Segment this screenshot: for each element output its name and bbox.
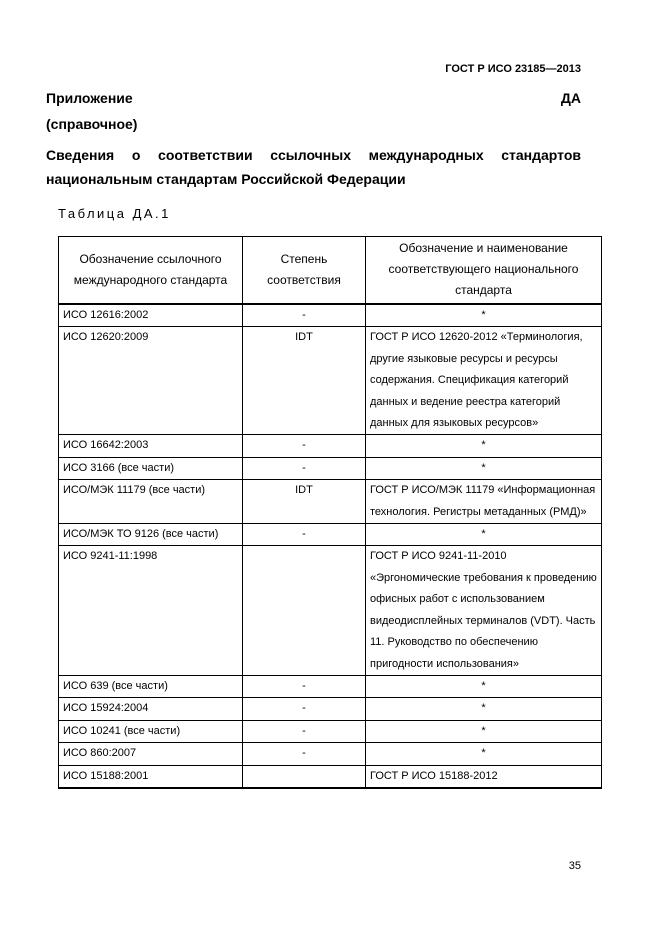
cell-reference: ИСО 639 (все части) — [59, 675, 243, 697]
table-row — [59, 480, 602, 524]
table-row — [59, 304, 602, 327]
section-heading: Сведения о соответствии ссылочных международных стандартов национальным стандартам Российской Федерации — [46, 147, 581, 187]
cell-national: * — [366, 720, 602, 742]
cell-reference: ИСО/МЭК 11179 (все части) — [59, 480, 243, 524]
table-body — [59, 304, 602, 788]
cell-reference: ИСО 9241-11:1998 — [59, 546, 243, 675]
table-row — [59, 546, 602, 675]
cell-national: ГОСТ Р ИСО 9241-11-2010 «Эргономические требования к проведению офисных работ с использованием видеодисплейных терминалов (VDT). Часть 11. Руководство по обеспечению пригодности использования» — [366, 546, 602, 675]
cell-degree: IDT — [243, 327, 366, 435]
cell-reference: ИСО 15188:2001 — [59, 765, 243, 788]
table-row — [59, 743, 602, 765]
cell-degree: - — [243, 304, 366, 327]
cell-degree: - — [243, 743, 366, 765]
page-number: 35 — [568, 860, 581, 872]
cell-degree: - — [243, 698, 366, 720]
cell-degree — [243, 546, 366, 675]
cell-national: * — [366, 698, 602, 720]
cell-reference: ИСО 12616:2002 — [59, 304, 243, 327]
column-header-degree: Степень соответствия — [243, 237, 366, 305]
table-row — [59, 435, 602, 457]
table-row — [59, 457, 602, 479]
annex-note: (справочное) — [46, 116, 138, 132]
cell-reference: ИСО 15924:2004 — [59, 698, 243, 720]
cell-reference: ИСО 12620:2009 — [59, 327, 243, 435]
cell-degree: - — [243, 435, 366, 457]
cell-reference: ИСО/МЭК ТО 9126 (все части) — [59, 524, 243, 546]
table-row — [59, 698, 602, 720]
cell-reference: ИСО 16642:2003 — [59, 435, 243, 457]
cell-degree: IDT — [243, 480, 366, 524]
table-row — [59, 327, 602, 435]
column-header-national: Обозначение и наименование соответствующего национального стандарта — [366, 237, 602, 305]
table-row — [59, 720, 602, 742]
correspondence-table — [58, 236, 602, 789]
table-row — [59, 675, 602, 697]
cell-reference: ИСО 10241 (все части) — [59, 720, 243, 742]
cell-national: * — [366, 743, 602, 765]
cell-national: * — [366, 435, 602, 457]
cell-national: ГОСТ Р ИСО 15188-2012 — [366, 765, 602, 788]
table-row — [59, 524, 602, 546]
cell-reference: ИСО 3166 (все части) — [59, 457, 243, 479]
cell-reference: ИСО 860:2007 — [59, 743, 243, 765]
table-header-row — [59, 237, 602, 305]
annex-designation: ДА — [560, 90, 581, 106]
cell-degree: - — [243, 524, 366, 546]
cell-national: * — [366, 457, 602, 479]
annex-title — [46, 90, 581, 106]
cell-national: ГОСТ Р ИСО 12620-2012 «Терминология, другие языковые ресурсы и ресурсы содержания. Спецификация категорий данных и ведение реестра категорий данных для языковых ресурсов» — [366, 327, 602, 435]
table-caption: Таблица ДА.1 — [58, 206, 171, 221]
standard-code: ГОСТ Р ИСО 23185—2013 — [445, 63, 581, 75]
cell-national: * — [366, 304, 602, 327]
cell-national: * — [366, 524, 602, 546]
cell-national: * — [366, 675, 602, 697]
table-row — [59, 765, 602, 788]
cell-degree: - — [243, 457, 366, 479]
cell-degree: - — [243, 720, 366, 742]
column-header-reference: Обозначение ссылочного международного стандарта — [59, 237, 243, 305]
annex-label: Приложение — [46, 90, 133, 106]
cell-degree — [243, 765, 366, 788]
cell-national: ГОСТ Р ИСО/МЭК 11179 «Информационная технология. Регистры метаданных (РМД)» — [366, 480, 602, 524]
cell-degree: - — [243, 675, 366, 697]
